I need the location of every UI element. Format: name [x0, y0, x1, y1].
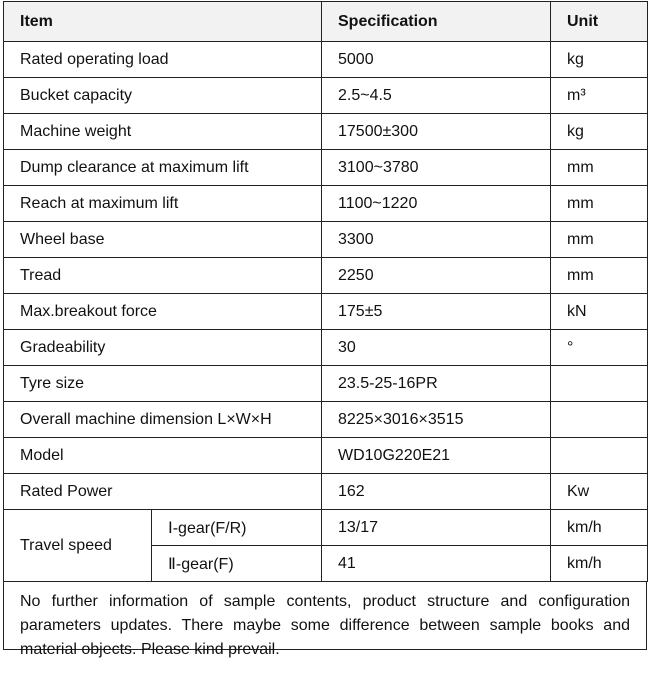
- header-row: [4, 2, 648, 42]
- item-cell: Machine weight: [4, 114, 322, 150]
- spec-body: [4, 42, 648, 582]
- gear-cell: Ⅰ-gear(F/R): [152, 510, 322, 546]
- table-row: [4, 150, 648, 186]
- specification-cell: WD10G220E21: [322, 438, 551, 474]
- disclaimer-note: No further information of sample contents, product structure and configuration parameters updates. There maybe some difference between sample books and material objects. Please kind prevail.: [3, 582, 647, 650]
- specification-cell: 162: [322, 474, 551, 510]
- unit-cell: km/h: [551, 510, 648, 546]
- unit-cell: km/h: [551, 546, 648, 582]
- item-cell: Bucket capacity: [4, 78, 322, 114]
- item-cell: Gradeability: [4, 330, 322, 366]
- header-item: Item: [4, 2, 322, 42]
- table-row: [4, 114, 648, 150]
- unit-cell: mm: [551, 186, 648, 222]
- travel-speed-label: Travel speed: [4, 510, 152, 582]
- table-row: [4, 474, 648, 510]
- header-specification: Specification: [322, 2, 551, 42]
- specification-cell: 2.5~4.5: [322, 78, 551, 114]
- specification-cell: 2250: [322, 258, 551, 294]
- specification-cell: 8225×3016×3515: [322, 402, 551, 438]
- item-cell: Overall machine dimension L×W×H: [4, 402, 322, 438]
- unit-cell: [551, 438, 648, 474]
- table-row: [4, 78, 648, 114]
- specification-cell: 41: [322, 546, 551, 582]
- specification-cell: 3300: [322, 222, 551, 258]
- item-cell: Model: [4, 438, 322, 474]
- unit-cell: m³: [551, 78, 648, 114]
- item-cell: Tyre size: [4, 366, 322, 402]
- table-row: [4, 402, 648, 438]
- item-cell: Dump clearance at maximum lift: [4, 150, 322, 186]
- specification-cell: 3100~3780: [322, 150, 551, 186]
- table-row: [4, 42, 648, 78]
- unit-cell: [551, 402, 648, 438]
- unit-cell: kg: [551, 42, 648, 78]
- table-row: [4, 222, 648, 258]
- unit-cell: Kw: [551, 474, 648, 510]
- specification-cell: 30: [322, 330, 551, 366]
- spec-sheet: [3, 1, 647, 658]
- table-row: [4, 186, 648, 222]
- unit-cell: mm: [551, 150, 648, 186]
- spec-table: [3, 1, 648, 582]
- item-cell: Tread: [4, 258, 322, 294]
- specification-cell: 13/17: [322, 510, 551, 546]
- table-row: [4, 438, 648, 474]
- unit-cell: kN: [551, 294, 648, 330]
- table-row: [4, 366, 648, 402]
- table-row: [4, 294, 648, 330]
- specification-cell: 1100~1220: [322, 186, 551, 222]
- travel-speed-row-1: [4, 510, 648, 546]
- header-unit: Unit: [551, 2, 648, 42]
- item-cell: Max.breakout force: [4, 294, 322, 330]
- item-cell: Wheel base: [4, 222, 322, 258]
- specification-cell: 175±5: [322, 294, 551, 330]
- unit-cell: mm: [551, 258, 648, 294]
- item-cell: Reach at maximum lift: [4, 186, 322, 222]
- unit-cell: mm: [551, 222, 648, 258]
- item-cell: Rated operating load: [4, 42, 322, 78]
- unit-cell: °: [551, 330, 648, 366]
- gear-cell: Ⅱ-gear(F): [152, 546, 322, 582]
- table-row: [4, 330, 648, 366]
- item-cell: Rated Power: [4, 474, 322, 510]
- specification-cell: 5000: [322, 42, 551, 78]
- unit-cell: kg: [551, 114, 648, 150]
- table-row: [4, 258, 648, 294]
- specification-cell: 23.5-25-16PR: [322, 366, 551, 402]
- specification-cell: 17500±300: [322, 114, 551, 150]
- unit-cell: [551, 366, 648, 402]
